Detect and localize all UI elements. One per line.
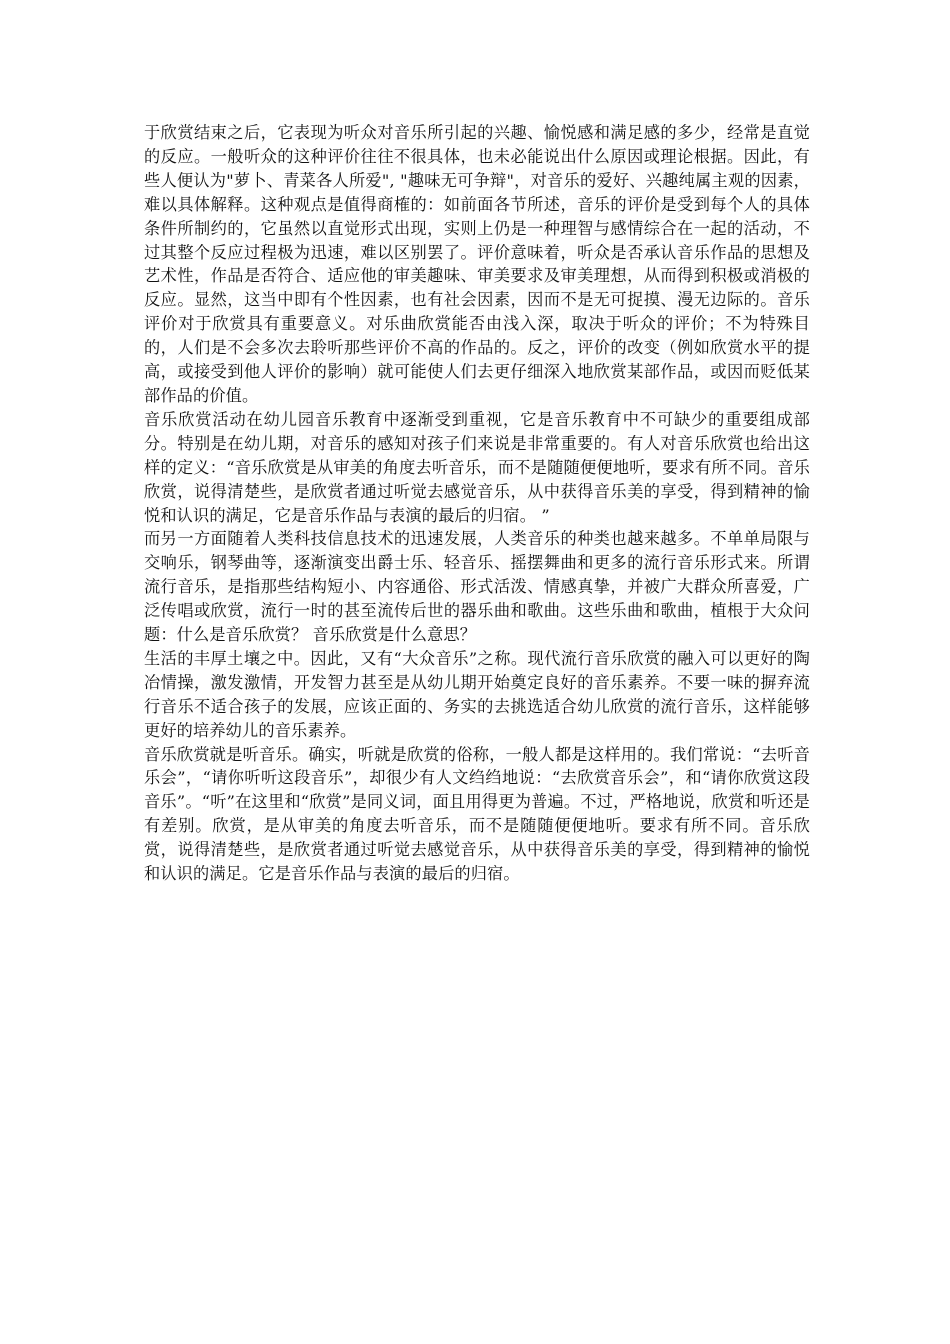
- paragraph-mass-music: 生活的丰厚土壤之中。因此，又有“大众音乐”之称。现代流行音乐欣赏的融入可以更好的陶冶情操，激发激情，开发智力甚至是从幼儿期开始奠定良好的音乐素养。不要一味的摒弃流行音乐不适合孩子的发展，应该正面的、务实的去挑选适合幼儿欣赏的流行音乐，这样能够更好的培养幼儿的音乐素养。: [144, 648, 810, 740]
- paragraph-kindergarten-appreciation: 音乐欣赏活动在幼儿园音乐教育中逐渐受到重视，它是音乐教育中不可缺少的重要组成部分。特别是在幼儿期，对音乐的感知对孩子们来说是非常重要的。有人对音乐欣赏也给出这样的定义：“音乐欣赏是从审美的角度去听音乐，而不是随随便便地听，要求有所不同。音乐欣赏，说得清楚些，是欣赏者通过听觉去感觉音乐，从中获得音乐美的享受，得到精神的愉悦和认识的满足，它是音乐作品与表演的最后的归宿。 ”: [144, 409, 810, 525]
- paragraph-listening-vs-appreciation: 音乐欣赏就是听音乐。确实，听就是欣赏的俗称，一般人都是这样用的。我们常说：“去听音乐会”，“请你听听这段音乐”，却很少有人文绉绉地说：“去欣赏音乐会”，和“请你欣赏这段音乐”。“听”在这里和“欣赏”是同义词，面且用得更为普遍。不过，严格地说，欣赏和听还是有差别。欣赏，是从审美的角度去听音乐，而不是随随便便地听。要求有所不同。音乐欣赏，说得清楚些，是欣赏者通过听觉去感觉音乐，从中获得音乐美的享受，得到精神的愉悦和认识的满足。它是音乐作品与表演的最后的归宿。: [144, 744, 810, 884]
- paragraph-music-evaluation: 于欣赏结束之后，它表现为听众对音乐所引起的兴趣、愉悦感和满足感的多少，经常是直觉的反应。一般听众的这种评价往往不很具体，也未必能说出什么原因或理论根据。因此，有些人便认为"萝卜、青菜各人所爱", "趣味无可争辩"，对音乐的爱好、兴趣纯属主观的因素，难以具体解释。这种观点是值得商榷的：如前面各节所述，音乐的评价是受到每个人的具体条件所制约的，它虽然以直觉形式出现，实则上仍是一种理智与感情综合在一起的活动，不过其整个反应过程极为迅速，难以区别罢了。评价意味着，听众是否承认音乐作品的思想及艺术性，作品是否符合、适应他的审美趣味、审美要求及审美理想，从而得到积极或消极的反应。显然，这当中即有个性因素，也有社会因素，因而不是无可捉摸、漫无边际的。音乐评价对于欣赏具有重要意义。对乐曲欣赏能否由浅入深，取决于听众的评价；不为特殊目的，人们是不会多次去聆听那些评价不高的作品的。反之，评价的改变（例如欣赏水平的提高，或接受到他人评价的影响）就可能使人们去更仔细深入地欣赏某部作品，或因而贬低某部作品的价值。: [144, 123, 810, 405]
- paragraph-popular-music: 而另一方面随着人类科技信息技术的迅速发展，人类音乐的种类也越来越多。不单单局限与交响乐，钢琴曲等，逐渐演变出爵士乐、轻音乐、摇摆舞曲和更多的流行音乐形式来。所谓流行音乐，是指那些结构短小、内容通俗、形式活泼、情感真挚，并被广大群众所喜爱，广泛传唱或欣赏，流行一时的甚至流传后世的器乐曲和歌曲。这些乐曲和歌曲，植根于大众问题：什么是音乐欣赏？ 音乐欣赏是什么意思？: [144, 529, 810, 645]
- document-body: [144, 121, 810, 886]
